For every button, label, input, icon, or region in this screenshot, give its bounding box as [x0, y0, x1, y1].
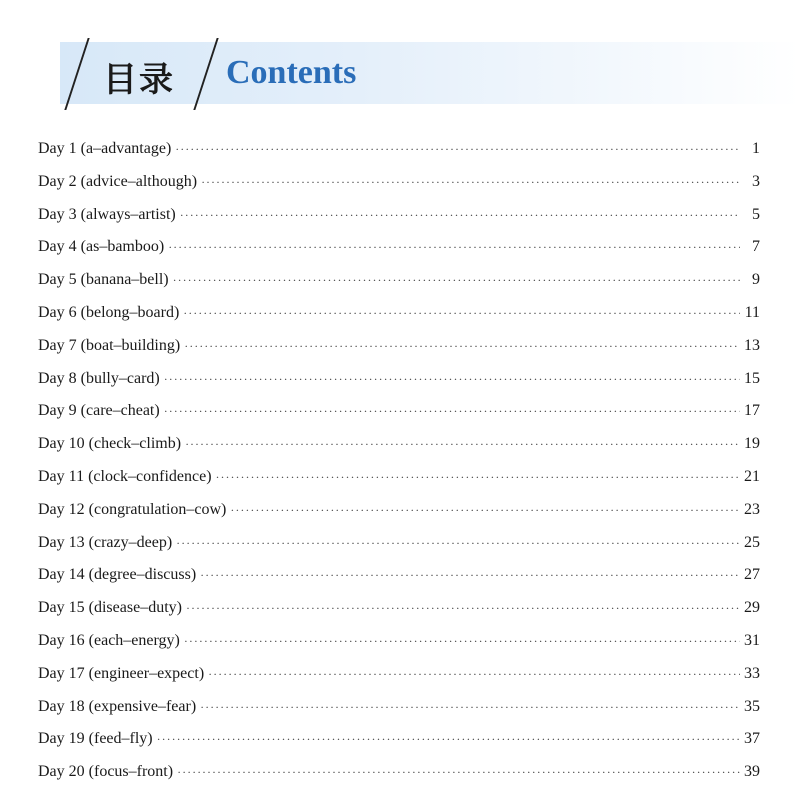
toc-entry-page-number: 17	[744, 402, 760, 420]
toc-entry-label: Day 19 (feed–fly)	[38, 730, 153, 748]
toc-entry[interactable]	[38, 304, 760, 337]
toc-entry-page-number: 9	[752, 271, 760, 289]
table-of-contents	[38, 140, 760, 796]
toc-entry-label: Day 18 (expensive–fear)	[38, 697, 197, 715]
toc-entry-label: Day 5 (banana–bell)	[38, 271, 169, 289]
toc-dot-leader	[208, 667, 740, 682]
toc-entry[interactable]	[38, 468, 760, 501]
toc-entry-page-number: 11	[744, 303, 760, 321]
toc-entry[interactable]	[38, 238, 760, 271]
toc-entry-page-number: 7	[752, 238, 760, 256]
toc-entry-page-number: 15	[744, 369, 760, 387]
page-title-chinese: 目录	[103, 60, 175, 100]
toc-entry[interactable]	[38, 206, 760, 239]
toc-entry[interactable]	[38, 370, 760, 403]
toc-dot-leader	[164, 404, 740, 419]
toc-entry-page-number: 23	[744, 500, 760, 518]
toc-entry-page-number: 19	[744, 435, 760, 453]
toc-entry-label: Day 1 (a–advantage)	[38, 140, 172, 157]
toc-dot-leader	[200, 568, 740, 583]
toc-entry-label: Day 13 (crazy–deep)	[38, 533, 173, 551]
toc-entry[interactable]	[38, 534, 760, 567]
toc-entry-label: Day 16 (each–energy)	[38, 631, 180, 649]
toc-entry-label: Day 3 (always–artist)	[38, 205, 176, 223]
toc-dot-leader	[200, 700, 740, 715]
toc-entry-label: Day 9 (care–cheat)	[38, 402, 160, 420]
toc-entry[interactable]	[38, 435, 760, 468]
toc-entry[interactable]	[38, 337, 760, 370]
toc-dot-leader	[216, 470, 740, 485]
toc-entry-label: Day 17 (engineer–expect)	[38, 664, 205, 682]
toc-entry-page-number: 13	[744, 336, 760, 354]
page-header	[0, 0, 800, 120]
toc-entry-label: Day 8 (bully–card)	[38, 369, 160, 387]
toc-dot-leader	[177, 765, 740, 780]
toc-entry[interactable]	[38, 566, 760, 599]
toc-entry[interactable]	[38, 140, 760, 173]
toc-entry-label: Day 7 (boat–building)	[38, 336, 181, 354]
toc-dot-leader	[183, 306, 740, 321]
toc-dot-leader	[175, 142, 740, 157]
toc-dot-leader	[173, 273, 740, 288]
toc-entry-label: Day 15 (disease–duty)	[38, 599, 182, 617]
toc-entry-page-number: 37	[744, 730, 760, 748]
toc-entry[interactable]	[38, 763, 760, 796]
toc-dot-leader	[230, 503, 740, 518]
toc-entry-page-number: 1	[752, 140, 760, 157]
toc-entry-page-number: 35	[744, 697, 760, 715]
toc-entry-page-number: 21	[744, 467, 760, 485]
toc-dot-leader	[164, 372, 740, 387]
toc-entry-page-number: 3	[752, 172, 760, 190]
toc-entry[interactable]	[38, 665, 760, 698]
toc-entry[interactable]	[38, 632, 760, 665]
toc-dot-leader	[186, 601, 740, 616]
toc-entry-label: Day 6 (belong–board)	[38, 303, 180, 321]
toc-dot-leader	[201, 175, 740, 190]
toc-entry[interactable]	[38, 698, 760, 731]
toc-entry-label: Day 11 (clock–confidence)	[38, 467, 212, 485]
toc-entry-label: Day 14 (degree–discuss)	[38, 566, 197, 584]
toc-entry-page-number: 27	[744, 566, 760, 584]
toc-entry-label: Day 12 (congratulation–cow)	[38, 500, 227, 518]
toc-entry-page-number: 39	[744, 763, 760, 781]
toc-dot-leader	[157, 732, 740, 747]
toc-entry[interactable]	[38, 730, 760, 763]
toc-entry-label: Day 4 (as–bamboo)	[38, 238, 165, 256]
toc-entry-page-number: 31	[744, 631, 760, 649]
toc-dot-leader	[184, 634, 740, 649]
toc-entry[interactable]	[38, 501, 760, 534]
toc-entry-label: Day 10 (check–climb)	[38, 435, 182, 453]
toc-dot-leader	[184, 339, 740, 354]
toc-entry-page-number: 33	[744, 664, 760, 682]
toc-entry[interactable]	[38, 173, 760, 206]
toc-entry[interactable]	[38, 402, 760, 435]
toc-entry[interactable]	[38, 271, 760, 304]
toc-entry-page-number: 5	[752, 205, 760, 223]
toc-entry-label: Day 2 (advice–although)	[38, 172, 198, 190]
page-title-english: Contents	[226, 54, 357, 91]
toc-entry-page-number: 25	[744, 533, 760, 551]
toc-entry[interactable]	[38, 599, 760, 632]
toc-dot-leader	[168, 240, 740, 255]
toc-dot-leader	[180, 208, 740, 223]
toc-dot-leader	[176, 536, 740, 551]
toc-entry-label: Day 20 (focus–front)	[38, 763, 174, 781]
toc-entry-page-number: 29	[744, 599, 760, 617]
toc-dot-leader	[185, 437, 740, 452]
